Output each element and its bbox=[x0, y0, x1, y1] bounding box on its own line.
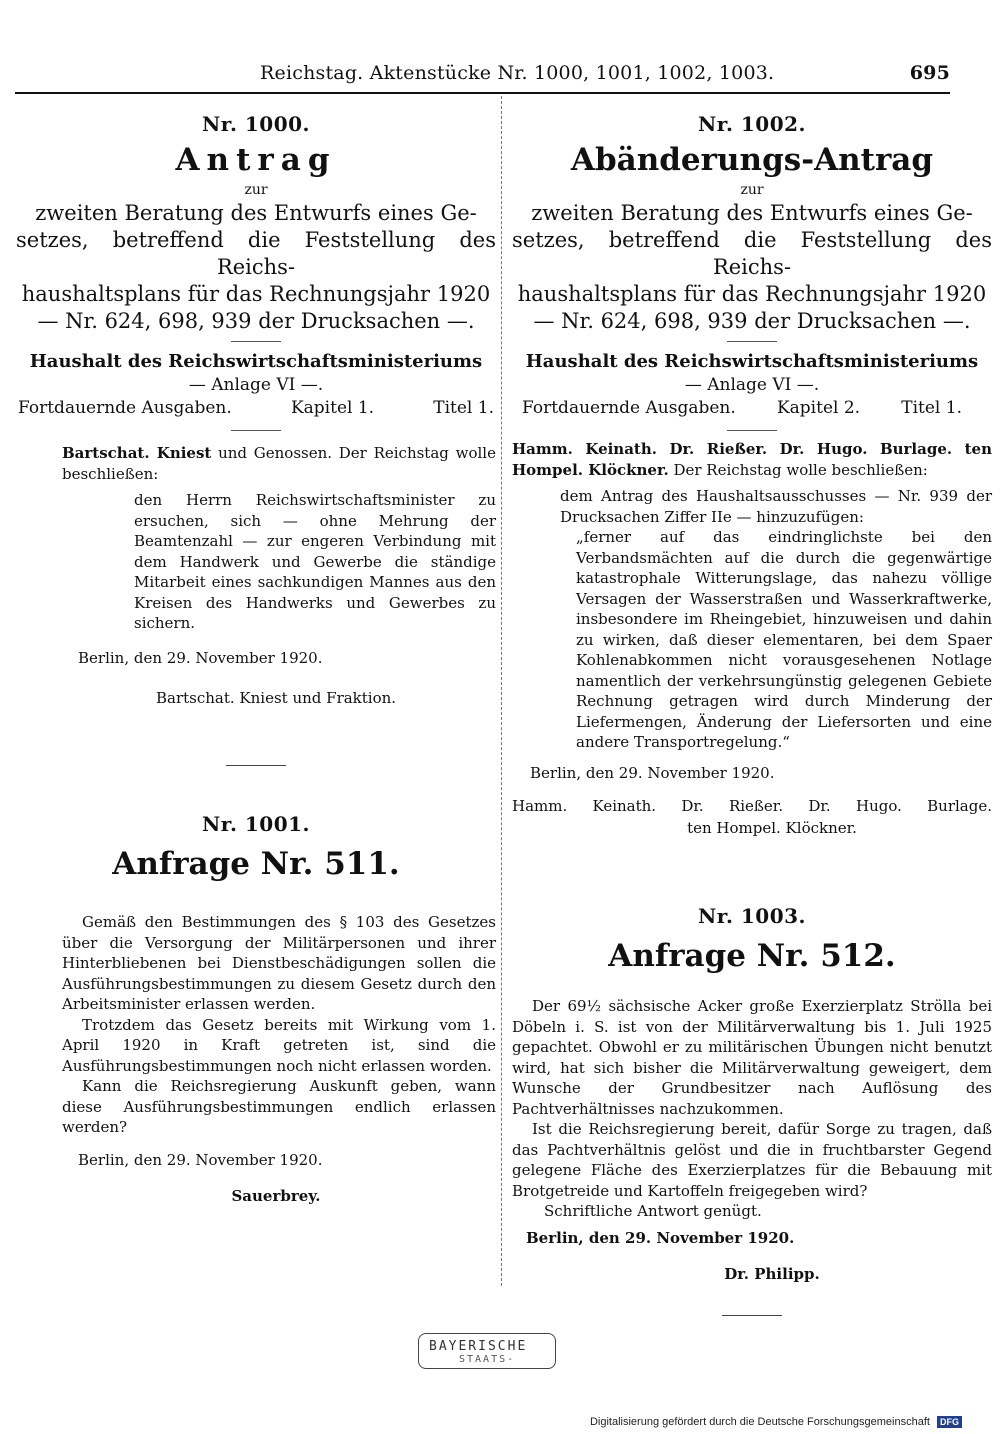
zur-label: zur bbox=[740, 182, 764, 198]
chapter: Kapitel 1. bbox=[290, 398, 375, 418]
section-number: Nr. 1003. bbox=[697, 904, 807, 928]
paragraph: Gemäß den Bestimmungen des § 103 des Gesetzes über die Versorgung der Militärpersonen und ihrer Hinterbliebenen bei Dienstbeschädigungen sollen die Ausführungsbestimmungen zu diesem Gesetz durch den Arbeitsminister erlassen werden. bbox=[62, 913, 496, 1013]
inquiry-title: Anfrage Nr. 512. bbox=[608, 938, 896, 974]
budget-position bbox=[16, 396, 496, 420]
section-separator bbox=[722, 1315, 782, 1316]
document-type: Abänderungs-Antrag bbox=[570, 142, 934, 178]
subject-line: haushaltsplans für das Rechnungsjahr 1920 bbox=[21, 282, 491, 306]
date-line: Berlin, den 29. November 1920. bbox=[530, 763, 775, 782]
annex-label: — Anlage VI —. bbox=[188, 375, 324, 395]
subject-line: zweiten Beratung des Entwurfs eines Ge- bbox=[35, 201, 477, 225]
subject-line: setzes, betreffend die Feststellung des Reichs- bbox=[16, 228, 496, 279]
section-number: Nr. 1000. bbox=[201, 112, 311, 136]
annex-label: — Anlage VI —. bbox=[684, 375, 820, 395]
paragraph: Ist die Reichsregierung bereit, dafür Sorge zu tragen, daß das Pachtverhältnis gelöst und die in fruchtbarster Gegend gelegene Fläche des Exerzierplatzes für die Bebauung mit Brotgetreide und Kartoffeln freigegeben wird? bbox=[512, 1120, 992, 1200]
intro-text: Der Reichstag wolle beschließen: bbox=[673, 460, 928, 479]
motion-text: den Herrn Reichswirtschaftsminister zu ersuchen, sich — ohne Mehrung der Beamtenzahl — zur engeren Verbindung mit dem Handwerk und Gewerbe die ständige Mitarbeit eines sachkundigen Mannes aus den Kreisen des Handwerks und Gewerbes zu sichern. bbox=[134, 491, 496, 632]
running-head-title: Reichstag. Aktenstücke Nr. 1000, 1001, 1002, 1003. bbox=[260, 62, 775, 84]
digitization-credit bbox=[590, 1416, 962, 1428]
date-line: Berlin, den 29. November 1920. bbox=[78, 1150, 323, 1169]
signature: Dr. Philipp. bbox=[724, 1265, 820, 1283]
short-rule bbox=[727, 430, 777, 431]
date-line: Berlin, den 29. November 1920. bbox=[78, 648, 323, 667]
title-number: Titel 1. bbox=[433, 398, 494, 418]
motion-intro bbox=[62, 443, 496, 484]
motion-intro bbox=[512, 439, 992, 480]
running-head bbox=[250, 62, 950, 88]
credit-text: Digitalisierung gefördert durch die Deutsche Forschungsgemeinschaft bbox=[589, 1416, 930, 1428]
paragraph: Trotzdem das Gesetz bereits mit Wirkung vom 1. April 1920 in Kraft getreten ist, sind die Ausführungsbestimmungen noch nicht erlassen worden. bbox=[62, 1015, 496, 1075]
short-rule bbox=[727, 341, 777, 342]
section-separator bbox=[226, 765, 286, 766]
signatures: Bartschat. Kniest und Fraktion. bbox=[156, 689, 397, 707]
short-rule bbox=[231, 430, 281, 431]
dfg-logo: DFG bbox=[937, 1416, 962, 1428]
stamp-text: STAATS- bbox=[459, 1354, 516, 1365]
section-nr-1001 bbox=[16, 812, 496, 1207]
subject-line: — Nr. 624, 698, 939 der Drucksachen —. bbox=[533, 309, 971, 333]
movers: Hamm. Keinath. Dr. Rießer. Dr. Hugo. Burlage. ten Hompel. Klöckner. bbox=[512, 440, 992, 479]
title-number: Titel 1. bbox=[901, 398, 962, 418]
header-rule bbox=[15, 92, 950, 94]
paragraph: Kann die Reichsregierung Auskunft geben, wann diese Ausführungsbestimmungen endlich erlassen werden? bbox=[62, 1077, 496, 1136]
document-type: Antrag bbox=[175, 142, 337, 178]
section-number: Nr. 1001. bbox=[201, 812, 311, 836]
motion-quote: „ferner auf das eindringlichste bei den Verbandsmächten auf die durch die gegenwärtige katastrophale Witterungslage, das nahezu völlige Versagen der Wasserstraßen und Wasserkraftwerke, insbesondere im Rheingebiet, hinzuweisen und dahin zu wirken, daß dieser elementaren, bei dem Spaer Kohlenabkommen nicht vorausgesehenen Notlage namentlich der verkehrsungünstig gelegenen Gebiete Rechnung getragen wird durch Minderung der Liefermengen, Änderung der Liefersorten und eine andere Transportregelung.“ bbox=[576, 528, 992, 751]
section-nr-1000 bbox=[16, 112, 496, 766]
zur-label: zur bbox=[244, 182, 268, 198]
budget-heading: Haushalt des Reichswirtschaftsministeriums bbox=[525, 351, 979, 372]
section-number: Nr. 1002. bbox=[697, 112, 807, 136]
subject bbox=[16, 200, 496, 335]
subject-line: haushaltsplans für das Rechnungsjahr 1920 bbox=[517, 282, 987, 306]
library-stamp bbox=[418, 1333, 556, 1369]
subject-line: setzes, betreffend die Feststellung des Reichs- bbox=[512, 228, 992, 279]
expense-type: Fortdauernde Ausgaben. bbox=[18, 398, 232, 418]
stamp-text: BAYERISCHE bbox=[429, 1339, 528, 1354]
budget-heading: Haushalt des Reichswirtschaftsministeriums bbox=[29, 351, 483, 372]
budget-position bbox=[512, 396, 992, 420]
intro-text: und Genossen. Der Reichstag wolle beschließen: bbox=[62, 444, 496, 483]
paragraph: Der 69½ sächsische Acker große Exerzierplatz Strölla bei Döbeln i. S. ist von der Militärverwaltung bis 1. Juli 1925 gepachtet. Obwohl er zu militärischen Übungen nicht benutzt wird, hat sich bisher die Militärverwaltung geweigert, dem Wunsche der Grundbesitzer nach Auflösung des Pachtverhältnisses nachzukommen. bbox=[512, 997, 992, 1118]
date-line: Berlin, den 29. November 1920. bbox=[526, 1228, 795, 1247]
short-rule bbox=[231, 341, 281, 342]
subject-line: — Nr. 624, 698, 939 der Drucksachen —. bbox=[37, 309, 475, 333]
signature: Sauerbrey. bbox=[231, 1187, 321, 1205]
subject bbox=[512, 200, 992, 335]
signatures-line: ten Hompel. Klöckner. bbox=[687, 819, 857, 837]
column-divider bbox=[501, 96, 502, 1286]
subject-line: zweiten Beratung des Entwurfs eines Ge- bbox=[531, 201, 973, 225]
inquiry-title: Anfrage Nr. 511. bbox=[112, 846, 400, 882]
motion-intro-text: dem Antrag des Haushaltsausschusses — Nr. 939 der Drucksachen Ziffer IIe — hinzuzufügen: bbox=[560, 487, 992, 526]
expense-type: Fortdauernde Ausgaben. bbox=[522, 398, 736, 418]
section-nr-1003 bbox=[512, 904, 992, 1316]
section-nr-1002 bbox=[512, 112, 992, 839]
chapter: Kapitel 2. bbox=[776, 398, 861, 418]
page-number: 695 bbox=[909, 62, 950, 84]
paragraph: Schriftliche Antwort genügt. bbox=[544, 1202, 762, 1220]
movers: Bartschat. Kniest bbox=[62, 444, 212, 462]
signatures-line: Hamm. Keinath. Dr. Rießer. Dr. Hugo. Burlage. bbox=[512, 797, 992, 815]
